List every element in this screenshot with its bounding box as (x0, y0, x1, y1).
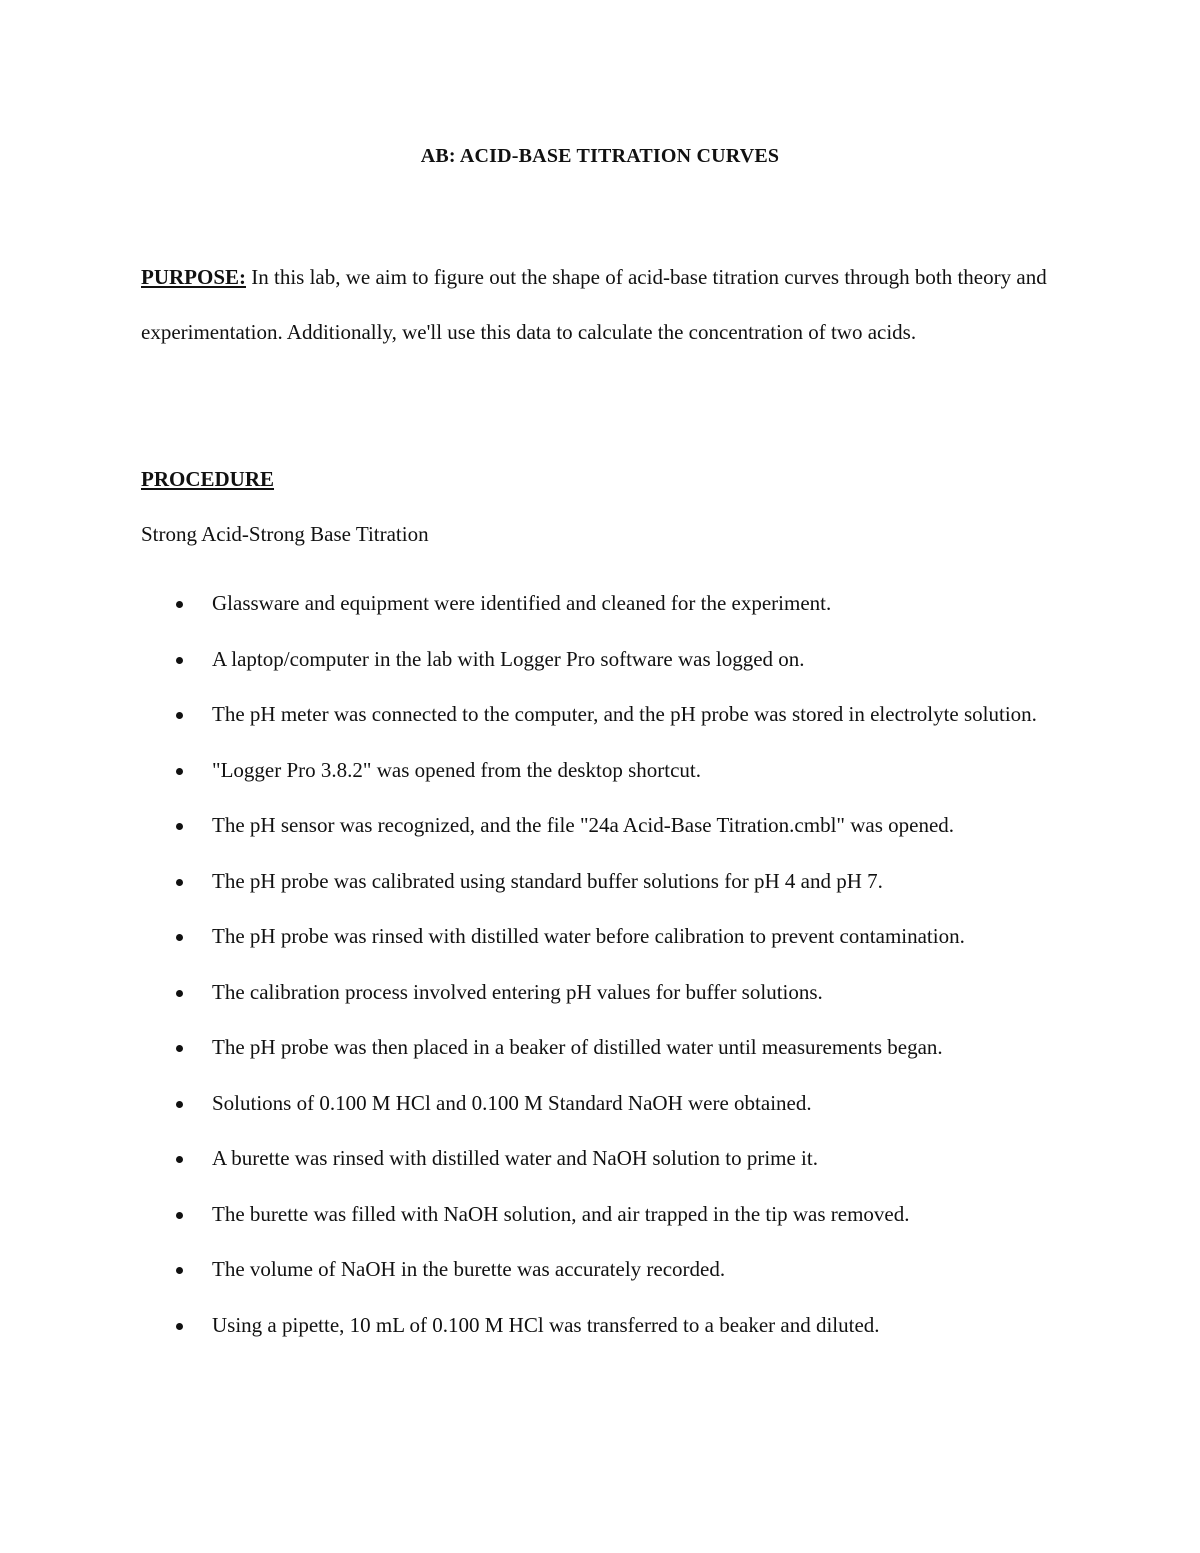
bullet-icon (176, 879, 183, 886)
step-text: "Logger Pro 3.8.2" was opened from the desktop shortcut. (212, 757, 701, 782)
bullet-icon (176, 768, 183, 775)
list-item (141, 576, 1066, 632)
procedure-steps-list (141, 576, 1066, 1353)
bullet-icon (176, 601, 183, 608)
list-item (141, 1020, 1066, 1076)
list-item (141, 632, 1066, 688)
list-item (141, 1076, 1066, 1132)
purpose-label: PURPOSE: (141, 265, 246, 289)
bullet-icon (176, 1323, 183, 1330)
bullet-icon (176, 1267, 183, 1274)
list-item (141, 1131, 1066, 1187)
purpose-paragraph (141, 250, 1066, 359)
step-text: A laptop/computer in the lab with Logger Pro software was logged on. (212, 646, 805, 671)
list-item (141, 909, 1066, 965)
step-text: The pH meter was connected to the computer, and the pH probe was stored in electrolyte solution. (212, 702, 1037, 726)
list-item (141, 854, 1066, 910)
step-text: The burette was filled with NaOH solution, and air trapped in the tip was removed. (212, 1201, 910, 1226)
list-item (141, 1242, 1066, 1298)
step-text: The calibration process involved entering pH values for buffer solutions. (212, 979, 823, 1004)
list-item (141, 1187, 1066, 1243)
step-text: The pH sensor was recognized, and the file "24a Acid-Base Titration.cmbl" was opened. (212, 813, 955, 837)
list-item (141, 798, 1066, 854)
step-text: The pH probe was then placed in a beaker of distilled water until measurements began. (212, 1035, 943, 1059)
bullet-icon (176, 934, 183, 941)
step-text: Using a pipette, 10 mL of 0.100 M HCl was transferred to a beaker and diluted. (212, 1312, 880, 1337)
bullet-icon (176, 1101, 183, 1108)
step-text: The pH probe was rinsed with distilled water before calibration to prevent contamination. (212, 924, 965, 948)
bullet-icon (176, 1212, 183, 1219)
list-item (141, 687, 1066, 743)
step-text: The volume of NaOH in the burette was accurately recorded. (212, 1257, 726, 1281)
document-title: AB: ACID-BASE TITRATION CURVES (420, 145, 780, 167)
list-item (141, 1298, 1066, 1354)
step-text: Glassware and equipment were identified and cleaned for the experiment. (212, 591, 832, 615)
bullet-icon (176, 712, 183, 719)
list-item (141, 743, 1066, 799)
purpose-text: In this lab, we aim to figure out the shape of acid-base titration curves through both theory and experimentation. Additionally, we'll use this data to calculate the concentration of two acids. (141, 265, 1047, 344)
step-text: A burette was rinsed with distilled water and NaOH solution to prime it. (212, 1146, 818, 1170)
bullet-icon (176, 1156, 183, 1163)
procedure-subheading: Strong Acid-Strong Base Titration (141, 522, 429, 546)
bullet-icon (176, 823, 183, 830)
procedure-heading: PROCEDURE (141, 467, 275, 491)
bullet-icon (176, 990, 183, 997)
step-text: The pH probe was calibrated using standard buffer solutions for pH 4 and pH 7. (212, 868, 883, 893)
bullet-icon (176, 657, 183, 664)
list-item (141, 965, 1066, 1021)
bullet-icon (176, 1045, 183, 1052)
step-text: Solutions of 0.100 M HCl and 0.100 M Standard NaOH were obtained. (212, 1090, 812, 1115)
